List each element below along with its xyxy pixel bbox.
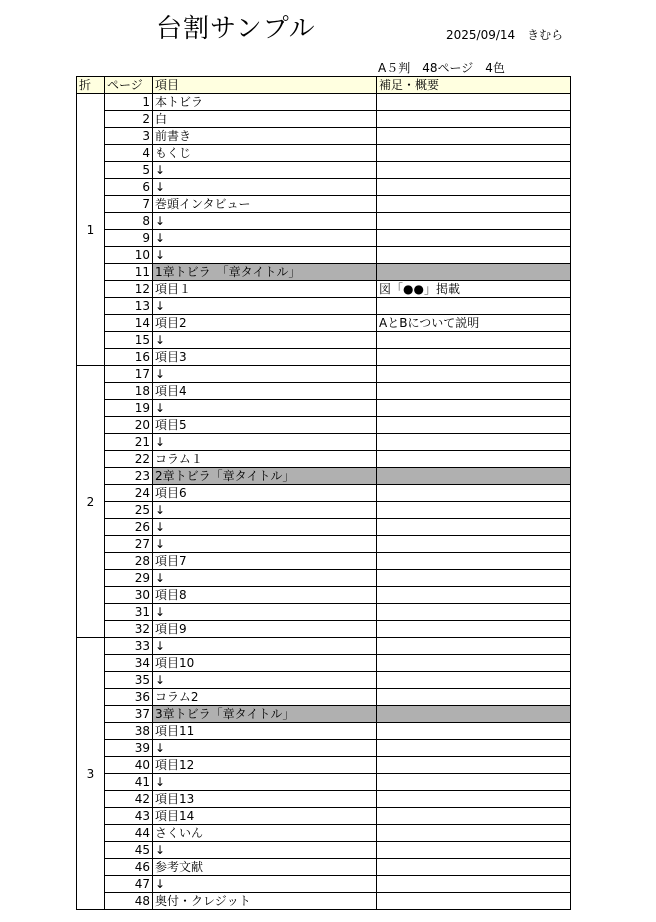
page-number: 19 (105, 400, 153, 417)
table-row (77, 315, 571, 332)
page-number: 43 (105, 808, 153, 825)
page-number: 11 (105, 264, 153, 281)
table-row (77, 672, 571, 689)
page-number: 1 (105, 94, 153, 111)
page-number: 33 (105, 638, 153, 655)
note-cell: 図「●●」掲載 (377, 281, 571, 298)
item-cell: 奥付・クレジット (153, 893, 377, 910)
table-row (77, 485, 571, 502)
item-cell: さくいん (153, 825, 377, 842)
item-cell: ↓ (153, 672, 377, 689)
table-row (77, 179, 571, 196)
table-row (77, 808, 571, 825)
table-row (77, 859, 571, 876)
note-cell (377, 519, 571, 536)
page-number: 24 (105, 485, 153, 502)
page-number: 44 (105, 825, 153, 842)
note-cell (377, 111, 571, 128)
table-row (77, 723, 571, 740)
page-number: 46 (105, 859, 153, 876)
page-number: 31 (105, 604, 153, 621)
item-cell: ↓ (153, 298, 377, 315)
date-author: 2025/09/14 きむら (446, 28, 564, 42)
note-cell (377, 553, 571, 570)
col-header-fold: 折 (77, 77, 105, 94)
note-cell (377, 247, 571, 264)
note-cell (377, 332, 571, 349)
item-cell: ↓ (153, 740, 377, 757)
note-cell (377, 604, 571, 621)
page-number: 26 (105, 519, 153, 536)
page-number: 14 (105, 315, 153, 332)
note-cell (377, 485, 571, 502)
page-number: 22 (105, 451, 153, 468)
table-row (77, 842, 571, 859)
table-row (77, 349, 571, 366)
page-number: 2 (105, 111, 153, 128)
table-row (77, 791, 571, 808)
note-cell (377, 94, 571, 111)
table-row (77, 825, 571, 842)
note-cell (377, 536, 571, 553)
note-cell (377, 400, 571, 417)
note-cell (377, 264, 571, 281)
table-row (77, 111, 571, 128)
table-row (77, 332, 571, 349)
table-row (77, 417, 571, 434)
page-number: 9 (105, 230, 153, 247)
table-row (77, 893, 571, 910)
table-row (77, 689, 571, 706)
table-row (77, 366, 571, 383)
note-cell (377, 672, 571, 689)
item-cell: 項目4 (153, 383, 377, 400)
note-cell (377, 196, 571, 213)
item-cell: もくじ (153, 145, 377, 162)
page-number: 20 (105, 417, 153, 434)
table-header-row (77, 77, 571, 94)
table-row (77, 128, 571, 145)
page-number: 45 (105, 842, 153, 859)
item-cell: ↓ (153, 332, 377, 349)
table-row (77, 162, 571, 179)
item-cell: ↓ (153, 774, 377, 791)
table-row (77, 638, 571, 655)
item-cell: ↓ (153, 366, 377, 383)
note-cell (377, 417, 571, 434)
book-spec: A５判 48ページ 4色 (378, 61, 505, 75)
table-row (77, 468, 571, 485)
page-number: 21 (105, 434, 153, 451)
table-row (77, 264, 571, 281)
item-cell: ↓ (153, 502, 377, 519)
fold-number: 2 (77, 366, 105, 638)
table-row (77, 434, 571, 451)
page-number: 8 (105, 213, 153, 230)
imposition-table (76, 76, 571, 910)
page-number: 37 (105, 706, 153, 723)
page-number: 4 (105, 145, 153, 162)
table-row (77, 230, 571, 247)
table-row (77, 553, 571, 570)
item-cell: コラム2 (153, 689, 377, 706)
table-row (77, 400, 571, 417)
item-cell: 前書き (153, 128, 377, 145)
table-row (77, 383, 571, 400)
item-cell: ↓ (153, 230, 377, 247)
page-number: 17 (105, 366, 153, 383)
item-cell: 項目3 (153, 349, 377, 366)
note-cell (377, 298, 571, 315)
note-cell (377, 723, 571, 740)
page-number: 34 (105, 655, 153, 672)
page-number: 7 (105, 196, 153, 213)
page-number: 12 (105, 281, 153, 298)
table-row (77, 587, 571, 604)
item-cell: ↓ (153, 604, 377, 621)
item-cell: 項目7 (153, 553, 377, 570)
table-row (77, 774, 571, 791)
page-number: 41 (105, 774, 153, 791)
note-cell (377, 366, 571, 383)
item-cell: コラム１ (153, 451, 377, 468)
item-cell: ↓ (153, 179, 377, 196)
note-cell (377, 451, 571, 468)
page-number: 5 (105, 162, 153, 179)
table-row (77, 604, 571, 621)
note-cell (377, 655, 571, 672)
item-cell: ↓ (153, 842, 377, 859)
page-number: 30 (105, 587, 153, 604)
col-header-note: 補足・概要 (377, 77, 571, 94)
note-cell (377, 689, 571, 706)
page-number: 47 (105, 876, 153, 893)
table-row (77, 519, 571, 536)
table-row (77, 213, 571, 230)
page-number: 18 (105, 383, 153, 400)
table-row (77, 706, 571, 723)
item-cell: 項目10 (153, 655, 377, 672)
note-cell (377, 434, 571, 451)
note-cell (377, 587, 571, 604)
item-cell: ↓ (153, 213, 377, 230)
note-cell (377, 468, 571, 485)
page-number: 48 (105, 893, 153, 910)
item-cell: ↓ (153, 570, 377, 587)
page-number: 13 (105, 298, 153, 315)
item-cell: 項目11 (153, 723, 377, 740)
note-cell (377, 808, 571, 825)
item-cell: 項目１ (153, 281, 377, 298)
table-row (77, 876, 571, 893)
note-cell (377, 383, 571, 400)
item-cell: ↓ (153, 638, 377, 655)
page-number: 42 (105, 791, 153, 808)
item-cell: ↓ (153, 876, 377, 893)
fold-number: 3 (77, 638, 105, 910)
note-cell (377, 213, 571, 230)
table-row (77, 502, 571, 519)
note-cell (377, 706, 571, 723)
table-row (77, 570, 571, 587)
page-number: 36 (105, 689, 153, 706)
document-title: 台割サンプル (156, 14, 316, 44)
item-cell: 1章トビラ 「章タイトル」 (153, 264, 377, 281)
table-row (77, 451, 571, 468)
table-row (77, 655, 571, 672)
page-number: 28 (105, 553, 153, 570)
note-cell (377, 230, 571, 247)
col-header-page: ページ (105, 77, 153, 94)
note-cell (377, 145, 571, 162)
item-cell: 巻頭インタビュー (153, 196, 377, 213)
note-cell (377, 825, 571, 842)
note-cell (377, 791, 571, 808)
table-row (77, 196, 571, 213)
item-cell: ↓ (153, 247, 377, 264)
page-number: 16 (105, 349, 153, 366)
page-number: 6 (105, 179, 153, 196)
item-cell: ↓ (153, 434, 377, 451)
item-cell: ↓ (153, 400, 377, 417)
page-number: 32 (105, 621, 153, 638)
note-cell (377, 876, 571, 893)
note-cell (377, 128, 571, 145)
item-cell: 項目5 (153, 417, 377, 434)
item-cell: ↓ (153, 162, 377, 179)
item-cell: 3章トビラ「章タイトル」 (153, 706, 377, 723)
item-cell: 項目9 (153, 621, 377, 638)
item-cell: 2章トビラ「章タイトル」 (153, 468, 377, 485)
page-number: 15 (105, 332, 153, 349)
page-number: 3 (105, 128, 153, 145)
page-number: 25 (105, 502, 153, 519)
table-row (77, 298, 571, 315)
note-cell (377, 179, 571, 196)
page-number: 40 (105, 757, 153, 774)
note-cell (377, 162, 571, 179)
item-cell: 項目14 (153, 808, 377, 825)
item-cell: 項目6 (153, 485, 377, 502)
note-cell (377, 570, 571, 587)
page-number: 23 (105, 468, 153, 485)
note-cell (377, 893, 571, 910)
table-row (77, 757, 571, 774)
item-cell: ↓ (153, 519, 377, 536)
note-cell (377, 349, 571, 366)
page-number: 35 (105, 672, 153, 689)
page-number: 29 (105, 570, 153, 587)
page-number: 38 (105, 723, 153, 740)
item-cell: 白 (153, 111, 377, 128)
item-cell: 項目8 (153, 587, 377, 604)
note-cell (377, 740, 571, 757)
page-number: 10 (105, 247, 153, 264)
note-cell (377, 757, 571, 774)
table-row (77, 621, 571, 638)
page-number: 39 (105, 740, 153, 757)
item-cell: 項目13 (153, 791, 377, 808)
table-row (77, 247, 571, 264)
item-cell: 項目12 (153, 757, 377, 774)
table-row (77, 281, 571, 298)
note-cell (377, 502, 571, 519)
note-cell (377, 774, 571, 791)
note-cell (377, 621, 571, 638)
table-row (77, 536, 571, 553)
note-cell (377, 638, 571, 655)
item-cell: ↓ (153, 536, 377, 553)
item-cell: 本トビラ (153, 94, 377, 111)
note-cell (377, 842, 571, 859)
table-row (77, 740, 571, 757)
note-cell: AとBについて説明 (377, 315, 571, 332)
table-row (77, 94, 571, 111)
fold-number: 1 (77, 94, 105, 366)
page-number: 27 (105, 536, 153, 553)
table-row (77, 145, 571, 162)
note-cell (377, 859, 571, 876)
item-cell: 項目2 (153, 315, 377, 332)
item-cell: 参考文献 (153, 859, 377, 876)
col-header-item: 項目 (153, 77, 377, 94)
